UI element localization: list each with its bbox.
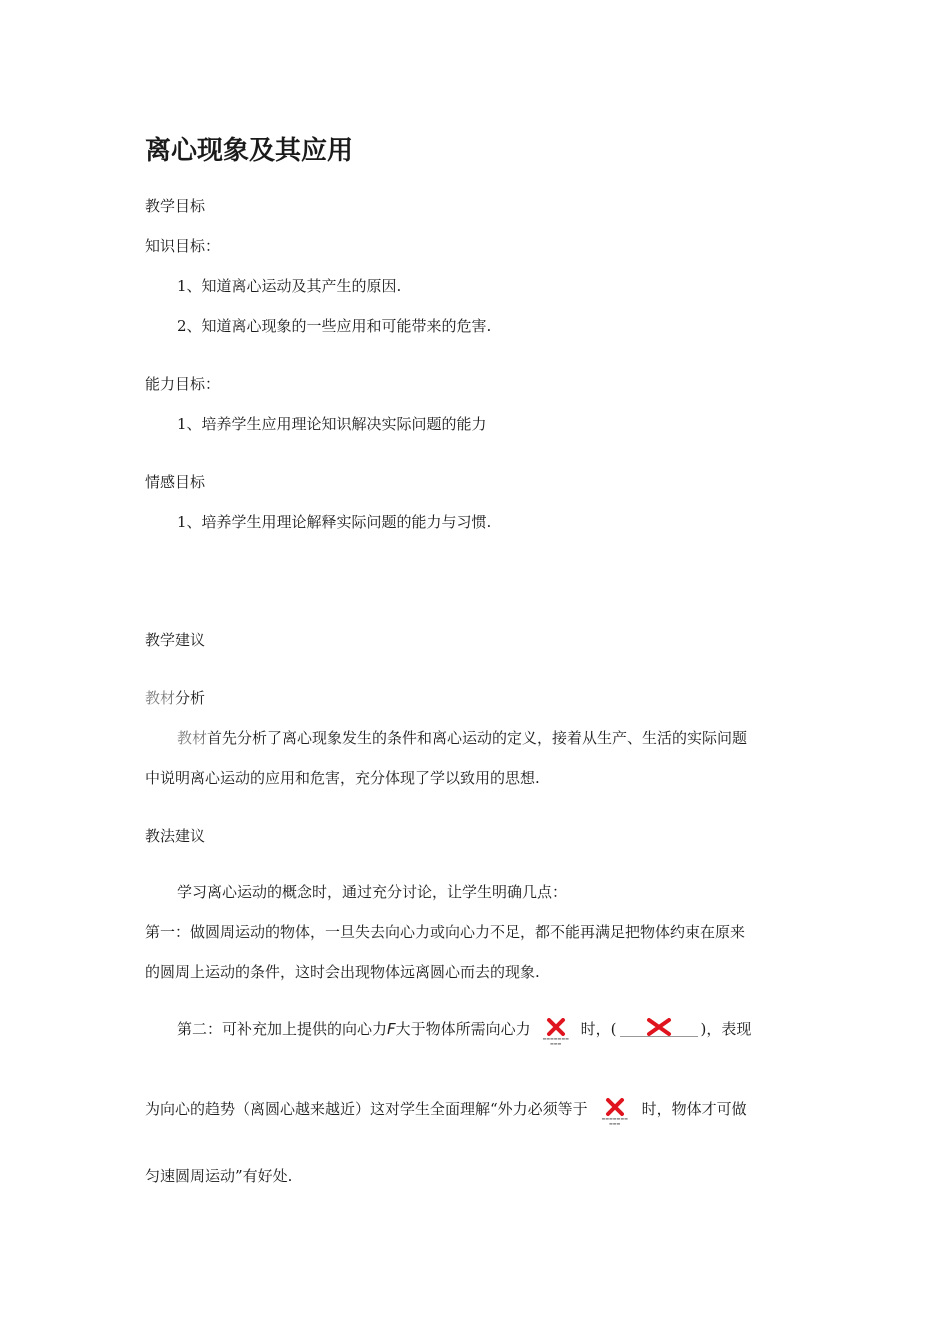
broken-image-icon — [645, 1018, 673, 1036]
material-link-text: 教材 — [177, 729, 208, 747]
material-paragraph-line: 中说明离心运动的应用和危害，充分体现了学以致用的思想. — [145, 769, 540, 787]
broken-image-placeholder — [620, 1018, 698, 1040]
point2-line: 匀速圆周运动”有好处. — [145, 1167, 293, 1185]
point2-text: 大于物体所需向心力 — [395, 1020, 531, 1038]
material-paragraph-line — [177, 728, 747, 748]
point1-line: 第一：做圆周运动的物体，一旦失去向心力或向心力不足，都不能再满足把物体约束在原来 — [145, 923, 746, 941]
point2-text: 时，( — [580, 1020, 617, 1038]
force-symbol: F — [387, 1020, 396, 1038]
material-link-text: 教材 — [145, 689, 176, 707]
page-title: 离心现象及其应用 — [145, 136, 354, 166]
goals-heading: 教学目标 — [145, 197, 206, 215]
broken-image-placeholder: ▬▬▬▬▬▬▬ ▬▬▬ — [534, 1018, 578, 1040]
knowledge-item: 2、知道离心现象的一些应用和可能带来的危害. — [177, 317, 492, 335]
ability-item: 1、培养学生应用理论知识解决实际问题的能力 — [177, 415, 487, 433]
point2-text: 时，物体才可做 — [641, 1100, 747, 1118]
material-paragraph-text: 首先分析了离心现象发生的条件和离心运动的定义，接着从生产、生活的实际问题 — [207, 729, 748, 747]
suggestion-heading: 教学建议 — [145, 631, 206, 649]
point2-text: 为向心的趋势（离圆心越来越近）这对学生全面理解“外力必须等于 — [145, 1100, 588, 1118]
point2-text: 第二：可补充加上提供的向心力 — [177, 1020, 388, 1038]
broken-image-icon — [605, 1098, 625, 1116]
method-intro: 学习离心运动的概念时，通过充分讨论，让学生明确几点： — [177, 883, 568, 901]
point2-line — [177, 1018, 752, 1046]
point2-line — [145, 1098, 747, 1126]
material-heading — [145, 688, 205, 708]
emotion-item: 1、培养学生用理论解释实际问题的能力与习惯. — [177, 513, 492, 531]
point1-line: 的圆周上运动的条件，这时会出现物体远离圆心而去的现象. — [145, 963, 540, 981]
ability-heading: 能力目标： — [145, 375, 221, 393]
broken-image-icon — [546, 1018, 566, 1036]
method-heading: 教法建议 — [145, 827, 206, 845]
knowledge-item: 1、知道离心运动及其产生的原因. — [177, 277, 402, 295]
emotion-heading: 情感目标 — [145, 473, 206, 491]
material-heading-rest: 分析 — [175, 689, 206, 707]
knowledge-heading: 知识目标： — [145, 237, 221, 255]
broken-image-placeholder: ▬▬▬▬▬▬▬ ▬▬▬ — [591, 1098, 639, 1120]
point2-text: )，表现 — [700, 1020, 752, 1038]
